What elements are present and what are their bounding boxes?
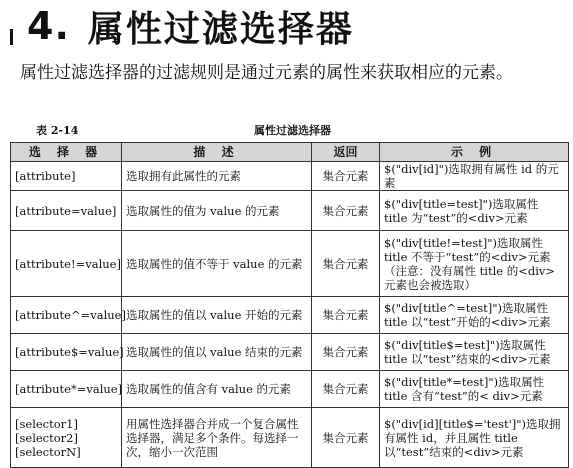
cell-return: 集合元素 xyxy=(312,162,380,191)
table-caption xyxy=(22,122,570,140)
intro-paragraph: 属性过滤选择器的过滤规则是通过元素的属性来获取相应的元素。 xyxy=(20,63,513,83)
table-row xyxy=(11,231,569,297)
header-selector: 选 择 器 xyxy=(11,143,122,162)
cell-example: $("div[title^=test]")选取属性 title 以“test”开始的<div>元素 xyxy=(380,297,569,334)
cell-selector: [attribute^=value] xyxy=(11,297,122,334)
section-heading xyxy=(10,2,570,50)
table-row xyxy=(11,297,569,334)
cell-return: 集合元素 xyxy=(312,334,380,371)
cell-selector: [attribute!=value] xyxy=(11,231,122,297)
cell-return: 集合元素 xyxy=(312,371,380,408)
cell-description: 选取属性的值含有 value 的元素 xyxy=(122,371,312,408)
section-number: 4. xyxy=(27,4,70,48)
table-number: 表 2-14 xyxy=(36,124,79,137)
cell-return: 集合元素 xyxy=(312,297,380,334)
cell-description: 选取拥有此属性的元素 xyxy=(122,162,312,191)
header-example: 示 例 xyxy=(380,143,569,162)
cell-example: $("div[id]")选取拥有属性 id 的元素 xyxy=(380,162,569,191)
heading-bar xyxy=(10,29,13,45)
table-row xyxy=(11,408,569,468)
table-title: 属性过滤选择器 xyxy=(254,124,331,137)
cell-selector: [attribute] xyxy=(11,162,122,191)
cell-description: 选取属性的值不等于 value 的元素 xyxy=(122,231,312,297)
cell-description: 选取属性的值以 value 开始的元素 xyxy=(122,297,312,334)
cell-example: $("div[id][title$='test']")选取拥有属性 id，并且属性 title 以“test”结束的<div>元素 xyxy=(380,408,569,468)
cell-example: $("div[title=test]")选取属性 title 为“test”的<div>元素 xyxy=(380,191,569,231)
table-row xyxy=(11,334,569,371)
header-description: 描 述 xyxy=(122,143,312,162)
table-header-row xyxy=(11,143,569,162)
cell-description: 选取属性的值为 value 的元素 xyxy=(122,191,312,231)
header-return: 返回 xyxy=(312,143,380,162)
cell-selector: [selector1][selector2][selectorN] xyxy=(11,408,122,468)
cell-example: $("div[title*=test]")选取属性 title 含有“test”的< div>元素 xyxy=(380,371,569,408)
cell-return: 集合元素 xyxy=(312,231,380,297)
cell-selector: [attribute=value] xyxy=(11,191,122,231)
cell-return: 集合元素 xyxy=(312,408,380,468)
cell-description: 选取属性的值以 value 结束的元素 xyxy=(122,334,312,371)
cell-selector: [attribute$=value] xyxy=(11,334,122,371)
table-row xyxy=(11,162,569,191)
cell-example: $("div[title$=test]")选取属性 title 以“test”结束的<div>元素 xyxy=(380,334,569,371)
table-row xyxy=(11,191,569,231)
cell-example: $("div[title!=test]")选取属性 title 不等于“test”的<div>元素（注意：没有属性 title 的<div>元素也会被选取） xyxy=(380,231,569,297)
table-row xyxy=(11,371,569,408)
cell-selector: [attribute*=value] xyxy=(11,371,122,408)
attribute-filter-table xyxy=(10,142,569,468)
cell-return: 集合元素 xyxy=(312,191,380,231)
cell-description: 用属性选择器合并成一个复合属性选择器，满足多个条件。每选择一次，缩小一次范围 xyxy=(122,408,312,468)
section-title: 属性过滤选择器 xyxy=(87,8,354,50)
